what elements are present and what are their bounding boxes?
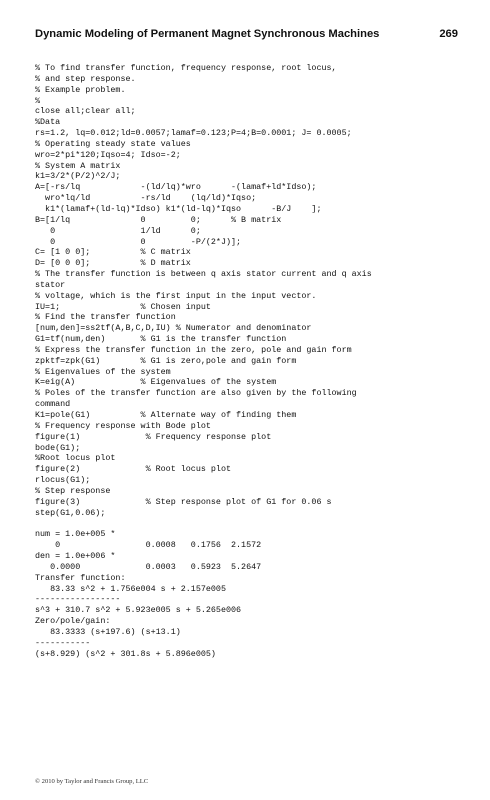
code-line: bode(G1); — [35, 442, 81, 453]
code-line: 0 0 -P/(2*J)]; — [35, 236, 242, 247]
code-listing — [35, 63, 465, 659]
code-line: % Eigenvalues of the system — [35, 366, 171, 377]
code-line: s^3 + 310.7 s^2 + 5.923e005 s + 5.265e006 — [35, 605, 242, 616]
running-header — [35, 28, 458, 48]
code-line: 0.0000 0.0003 0.5923 5.2647 — [35, 561, 262, 572]
code-line: % — [35, 95, 41, 106]
code-line: % Frequency response with Bode plot — [35, 420, 211, 431]
code-line: stator — [35, 279, 66, 290]
code-line: (s+8.929) (s^2 + 301.8s + 5.896e005) — [35, 648, 216, 659]
code-line: wro*lq/ld -rs/ld (lq/ld)*Iqso; — [35, 193, 257, 204]
code-line: rlocus(G1); — [35, 475, 91, 486]
code-line: % Step response — [35, 485, 111, 496]
code-line: % Find the transfer function — [35, 312, 176, 323]
code-line: ----------------- — [35, 594, 121, 605]
code-line: zpktf=zpk(G1) % G1 is zero,pole and gain form — [35, 355, 297, 366]
code-line: %Data — [35, 117, 61, 128]
code-line: command — [35, 399, 71, 410]
code-line: % The transfer function is between q axis stator current and q axis — [35, 269, 372, 280]
code-line: B=[1/lq 0 0; % B matrix — [35, 214, 282, 225]
code-line: K1=pole(G1) % Alternate way of finding them — [35, 410, 297, 420]
code-line: K=eig(A) % Eigenvalues of the system — [35, 377, 277, 388]
code-line: step(G1,0.06); — [35, 507, 106, 518]
code-line: % voltage, which is the first input in the input vector. — [35, 290, 317, 301]
code-line: % Example problem. — [35, 84, 126, 95]
code-line: % Operating steady state values — [35, 138, 191, 149]
code-line: figure(2) % Root locus plot — [35, 464, 232, 475]
code-line: ----------- — [35, 637, 91, 648]
code-line: close all;clear all; — [35, 106, 136, 117]
code-line: G1=tf(num,den) % G1 is the transfer function — [35, 334, 287, 345]
code-line: % System A matrix — [35, 160, 121, 171]
code-line: % To find transfer function, frequency response, root locus, — [35, 63, 337, 73]
code-line: 83.33 s^2 + 1.756e004 s + 2.157e005 — [35, 583, 226, 594]
code-line: den = 1.0e+006 * — [35, 550, 116, 561]
code-line: C= [1 0 0]; % C matrix — [35, 247, 191, 258]
page-number: 269 — [439, 28, 458, 40]
code-line: wro=2*pi*120;Iqso=4; Idso=-2; — [35, 149, 181, 160]
code-line: % Express the transfer function in the zero, pole and gain form — [35, 344, 352, 355]
chapter-title: Dynamic Modeling of Permanent Magnet Synchronous Machines — [35, 28, 380, 40]
code-line: k1=3/2*(P/2)^2/J; — [35, 171, 121, 182]
code-line: 0 0.0008 0.1756 2.1572 — [35, 540, 262, 551]
copyright-footer: © 2010 by Taylor and Francis Group, LLC — [35, 778, 149, 785]
code-line: Zero/pole/gain: — [35, 616, 111, 627]
code-line: % and step response. — [35, 73, 136, 84]
code-line: 83.3333 (s+197.6) (s+13.1) — [35, 626, 181, 637]
code-line: Transfer function: — [35, 572, 126, 583]
code-line: k1*(lamaf+(ld-lq)*Idso) k1*(ld-lq)*Iqso -B/J ]; — [35, 203, 322, 214]
code-line: % Poles of the transfer function are also given by the following — [35, 388, 357, 399]
code-line: %Root locus plot — [35, 453, 116, 464]
code-line: IU=1; % Chosen input — [35, 301, 211, 312]
code-line: D= [0 0 0]; % D matrix — [35, 258, 191, 269]
code-line: num = 1.0e+005 * — [35, 529, 116, 540]
code-line: 0 1/ld 0; — [35, 225, 201, 236]
code-line: A=[-rs/lq -(ld/lq)*wro -(lamaf+ld*Idso); — [35, 182, 317, 193]
code-line: rs=1.2, lq=0.012;ld=0.0057;lamaf=0.123;P=4;B=0.0001; J= 0.0005; — [35, 128, 352, 139]
code-line — [35, 518, 465, 529]
code-line: [num,den]=ss2tf(A,B,C,D,IU) % Numerator and denominator — [35, 323, 312, 334]
code-line: figure(1) % Frequency response plot — [35, 431, 272, 442]
code-line: figure(3) % Step response plot of G1 for 0.06 s — [35, 496, 332, 507]
